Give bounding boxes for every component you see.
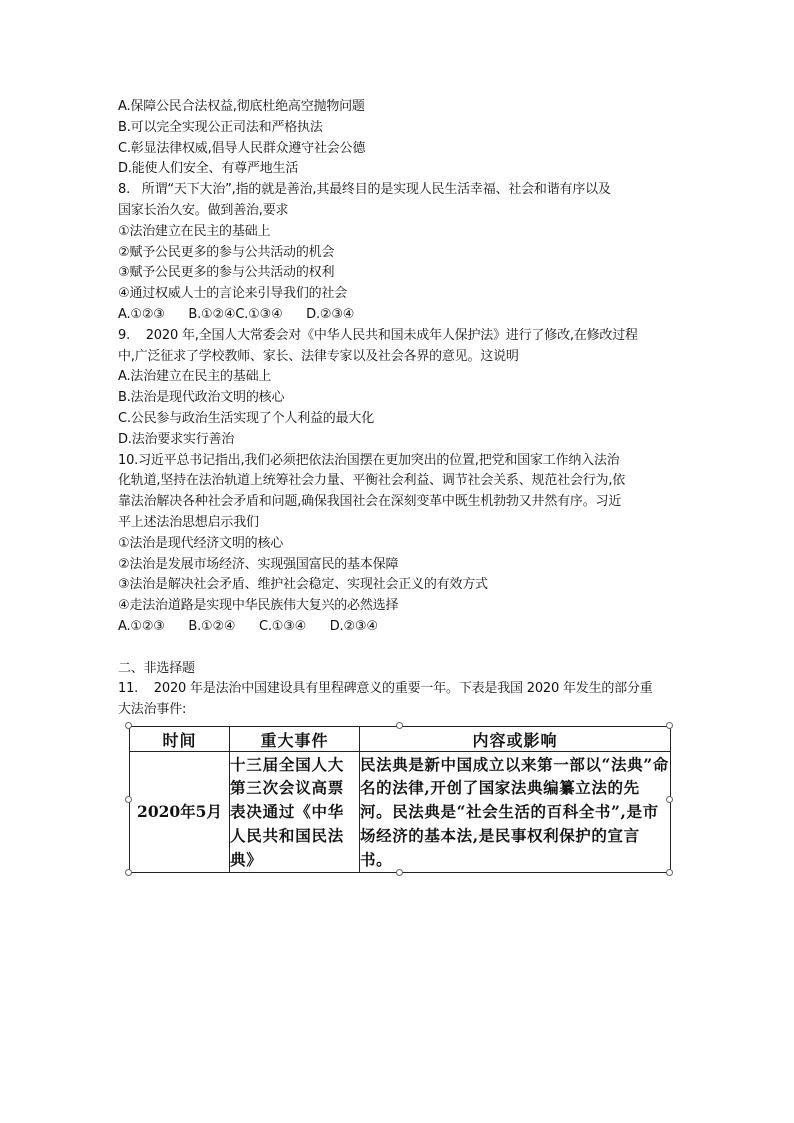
text-line: C.公民参与政治生活实现了个人利益的最大化 xyxy=(118,410,375,426)
text-line: 平上述法治思想启示我们 xyxy=(118,514,259,530)
text-line: 9. 2020 年,全国人大常委会对《中华人民共和国未成年人保护法》进行了修改,在修改过程 xyxy=(118,327,638,343)
answer-options: A.①②③ B.①②④ C.①③④ D.②③④ xyxy=(118,618,378,634)
column-header-impact: 内容或影响 xyxy=(360,727,671,752)
events-table-container[interactable] xyxy=(129,726,670,873)
text-line: ②赋予公民更多的参与公共活动的机会 xyxy=(118,244,335,260)
text-line: 10.习近平总书记指出,我们必须把依法治国摆在更加突出的位置,把党和国家工作纳入法治 xyxy=(118,452,620,468)
text-line: 靠法治解决各种社会矛盾和问题,确保我国社会在深刻变革中既生机勃勃又井然有序。习近 xyxy=(118,494,622,510)
text-line: 化轨道,坚持在法治轨道上统筹社会力量、平衡社会利益、调节社会关系、规范社会行为,依 xyxy=(118,473,626,489)
answer-options: A.①②③ B.①②④C.①③④ D.②③④ xyxy=(118,306,355,322)
cell-impact: 民法典是新中国成立以来第一部以“法典”命名的法律,开创了国家法典编纂立法的先河。民法典是“社会生活的百科全书”,是市场经济的基本法,是民事权利保护的宣言书。 xyxy=(360,752,671,873)
text-line: ②法治是发展市场经济、实现强国富民的基本保障 xyxy=(118,556,399,572)
text-line: A.法治建立在民主的基础上 xyxy=(118,369,272,385)
resize-handle-middle-left[interactable] xyxy=(125,796,132,803)
text-line: ③赋予公民更多的参与公共活动的权利 xyxy=(118,265,335,281)
text-line: A.保障公民合法权益,彻底杜绝高空抛物问题 xyxy=(118,99,365,114)
text-line: 大法治事件: xyxy=(118,702,187,718)
cell-event: 十三届全国人大第三次会议高票表决通过《中华人民共和国民法典》 xyxy=(230,752,360,873)
column-header-event: 重大事件 xyxy=(230,727,360,752)
cell-time: 2020年5月 xyxy=(130,752,230,873)
text-line: D.法治要求实行善治 xyxy=(118,431,235,447)
text-line: C.彰显法律权威,倡导人民群众遵守社会公德 xyxy=(118,140,366,156)
resize-handle-bottom-middle[interactable] xyxy=(396,869,403,876)
resize-handle-bottom-right[interactable] xyxy=(666,869,673,876)
text-line: 11. 2020 年是法治中国建设具有里程碑意义的重要一年。下表是我国 2020 年发生的部分重 xyxy=(118,681,653,697)
resize-handle-top-middle[interactable] xyxy=(396,722,403,729)
text-line: ①法治是现代经济文明的核心 xyxy=(118,535,284,551)
text-line: 中,广泛征求了学校教师、家长、法律专家以及社会各界的意见。这说明 xyxy=(118,348,519,364)
resize-handle-middle-right[interactable] xyxy=(666,796,673,803)
text-line: ③法治是解决社会矛盾、维护社会稳定、实现社会正义的有效方式 xyxy=(118,577,488,593)
resize-handle-top-right[interactable] xyxy=(666,722,673,729)
blank-line xyxy=(118,638,678,659)
question-text xyxy=(118,97,678,721)
events-table xyxy=(129,726,671,873)
resize-handle-bottom-left[interactable] xyxy=(125,869,132,876)
text-line: D.能使人们安全、有尊严地生活 xyxy=(118,161,299,177)
text-line: 8. 所谓“天下大治”,指的就是善治,其最终目的是实现人民生活幸福、社会和谐有序以及 xyxy=(118,182,611,198)
column-header-time: 时间 xyxy=(130,727,230,752)
text-line: ④通过权威人士的言论来引导我们的社会 xyxy=(118,286,348,302)
text-line: B.法治是现代政治文明的核心 xyxy=(118,390,285,406)
text-line: ①法治建立在民主的基础上 xyxy=(118,223,271,239)
table-row xyxy=(130,752,671,873)
resize-handle-top-left[interactable] xyxy=(125,722,132,729)
text-line: 国家长治久安。做到善治,要求 xyxy=(118,202,289,218)
section-heading: 二、非选择题 xyxy=(118,660,195,676)
text-line: ④走法治道路是实现中华民族伟大复兴的必然选择 xyxy=(118,598,399,614)
table-header-row xyxy=(130,727,671,752)
text-line: B.可以完全实现公正司法和严格执法 xyxy=(118,119,323,135)
